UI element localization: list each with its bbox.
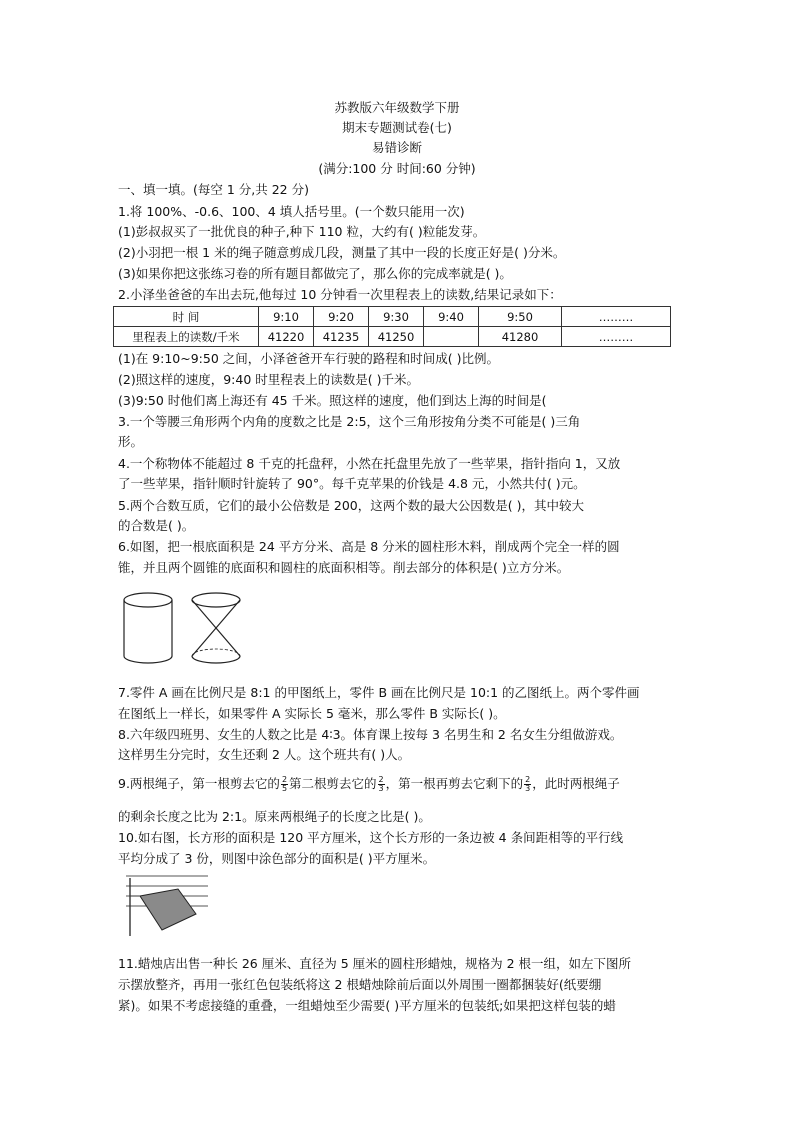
table-cell: 9:30 (369, 307, 424, 327)
section-heading: 一、填一填。(每空 1 分,共 22 分) (118, 182, 309, 197)
mileage-table (113, 306, 671, 347)
question-5-line-2: 的合数是( )。 (118, 518, 195, 533)
question-10-line-1: 10.如右图，长方形的面积是 120 平方厘米，这个长方形的一条边被 4 条间距相等的平行线 (118, 830, 624, 845)
doc-score-time: (满分:100 分 时间:60 分钟) (318, 161, 476, 176)
table-cell: 41280 (479, 327, 562, 347)
question-8-line-1: 8.六年级四班男、女生的人数之比是 4∶3。体育课上按每 3 名男生和 2 名女生分组做游戏。 (118, 727, 623, 742)
table-cell: 41220 (259, 327, 314, 347)
question-2-part-1: (1)在 9:10~9:50 之间，小泽爸爸开车行驶的路程和时间成( )比例。 (118, 351, 499, 366)
question-6-line-1: 6.如图，把一根底面积是 24 平方分米、高是 8 分米的圆柱形木料，削成两个完全一样的圆 (118, 539, 620, 554)
doc-topic: 易错诊断 (371, 140, 422, 155)
q9-text-c: ，第一根再剪去它剩下的 (385, 776, 524, 791)
question-7-line-1: 7.零件 A 画在比例尺是 8:1 的甲图纸上，零件 B 画在比例尺是 10:1 的乙图纸上。两个零件画 (118, 685, 640, 700)
question-4-line-1: 4.一个称物体不能超过 8 千克的托盘秤，小然在托盘里先放了一些苹果，指针指向 1，又放 (118, 456, 621, 471)
question-9-line-2: 的剩余长度之比为 2:1。原来两根绳子的长度之比是( )。 (118, 809, 431, 824)
table-cell: 9:10 (259, 307, 314, 327)
question-1-part-1: (1)彭叔叔买了一批优良的种子,种下 110 粒，大约有( )粒能发芽。 (118, 224, 486, 239)
table-cell: 9:40 (424, 307, 479, 327)
table-cell: 41250 (369, 327, 424, 347)
q9-text-a: 9.两根绳子，第一根剪去它的 (118, 776, 280, 791)
q9-text-b: 第二根剪去它的 (289, 776, 377, 791)
question-10-line-2: 平均分成了 3 份，则图中涂色部分的面积是( )平方厘米。 (118, 851, 436, 866)
q9-text-d: ，此时两根绳子 (532, 776, 620, 791)
fraction-two-thirds (524, 776, 531, 793)
table-cell (424, 327, 479, 347)
fraction-numerator: 2 (378, 775, 384, 784)
fraction-numerator: 2 (525, 775, 531, 784)
fraction-two-fifths (281, 776, 288, 793)
fraction-denominator: 3 (525, 784, 531, 793)
question-11-line-3: 紧)。如果不考虑接缝的重叠，一组蜡烛至少需要( )平方厘米的包装纸;如果把这样包装的蜡 (118, 998, 616, 1013)
table-cell: 9:50 (479, 307, 562, 327)
question-3-line-1: 3.一个等腰三角形两个内角的度数之比是 2:5，这个三角形按角分类不可能是( )三角 (118, 414, 581, 429)
question-4-line-2: 了一些苹果，指针顺时针旋转了 90°。每千克苹果的价钱是 4.8 元，小然共付( )元。 (118, 476, 586, 491)
question-11-line-2: 示摆放整齐，再用一张红色包装纸将这 2 根蜡烛除前后面以外周围一圈都捆装好(纸要绷 (118, 977, 602, 992)
table-cell: ……… (562, 307, 671, 327)
table-cell: 41235 (314, 327, 369, 347)
table-cell: 时 间 (114, 307, 259, 327)
question-5-line-1: 5.两个合数互质，它们的最小公倍数是 200，这两个数的最大公因数是( )，其中较大 (118, 498, 584, 513)
question-2-stem: 2.小泽坐爸爸的车出去玩,他每过 10 分钟看一次里程表上的读数,结果记录如下： (118, 287, 562, 302)
table-row-time (114, 307, 671, 327)
question-7-line-2: 在图纸上一样长，如果零件 A 实际长 5 毫米，那么零件 B 实际长( )。 (118, 706, 506, 721)
table-cell: ……… (562, 327, 671, 347)
cylinder-figure (118, 590, 178, 668)
doc-title: 苏教版六年级数学下册 (334, 100, 460, 115)
table-cell: 9:20 (314, 307, 369, 327)
fraction-denominator: 3 (378, 784, 384, 793)
question-1-part-2: (2)小羽把一根 1 米的绳子随意剪成几段，测量了其中一段的长度正好是( )分米。 (118, 245, 566, 260)
question-9-line-1 (118, 775, 684, 793)
table-row-reading (114, 327, 671, 347)
question-11-line-1: 11.蜡烛店出售一种长 26 厘米、直径为 5 厘米的圆柱形蜡烛，规格为 2 根一组，如左下图所 (118, 956, 632, 971)
question-8-line-2: 这样男生分完时，女生还剩 2 人。这个班共有( )人。 (118, 747, 411, 762)
question-1-stem: 1.将 100%、-0.6、100、4 填人括号里。(一个数只能用一次) (118, 204, 465, 219)
fraction-two-thirds (378, 776, 385, 793)
question-3-line-2: 形。 (118, 434, 144, 449)
question-2-part-2: (2)照这样的速度，9:40 时里程表上的读数是( )千米。 (118, 372, 419, 387)
doc-subtitle: 期末专题测试卷(七) (342, 120, 452, 135)
table-cell: 里程表上的读数/千米 (114, 327, 259, 347)
parallel-lines-figure (118, 870, 218, 940)
question-2-part-3: (3)9:50 时他们离上海还有 45 千米。照这样的速度，他们到达上海的时间是( (118, 393, 547, 408)
fraction-denominator: 5 (281, 784, 288, 793)
question-6-line-2: 锥，并且两个圆锥的底面积和圆柱的底面积相等。削去部分的体积是( )立方分米。 (118, 560, 570, 575)
double-cone-figure (186, 590, 246, 668)
fraction-numerator: 2 (281, 775, 288, 784)
question-1-part-3: (3)如果你把这张练习卷的所有题目都做完了，那么你的完成率就是( )。 (118, 266, 512, 281)
